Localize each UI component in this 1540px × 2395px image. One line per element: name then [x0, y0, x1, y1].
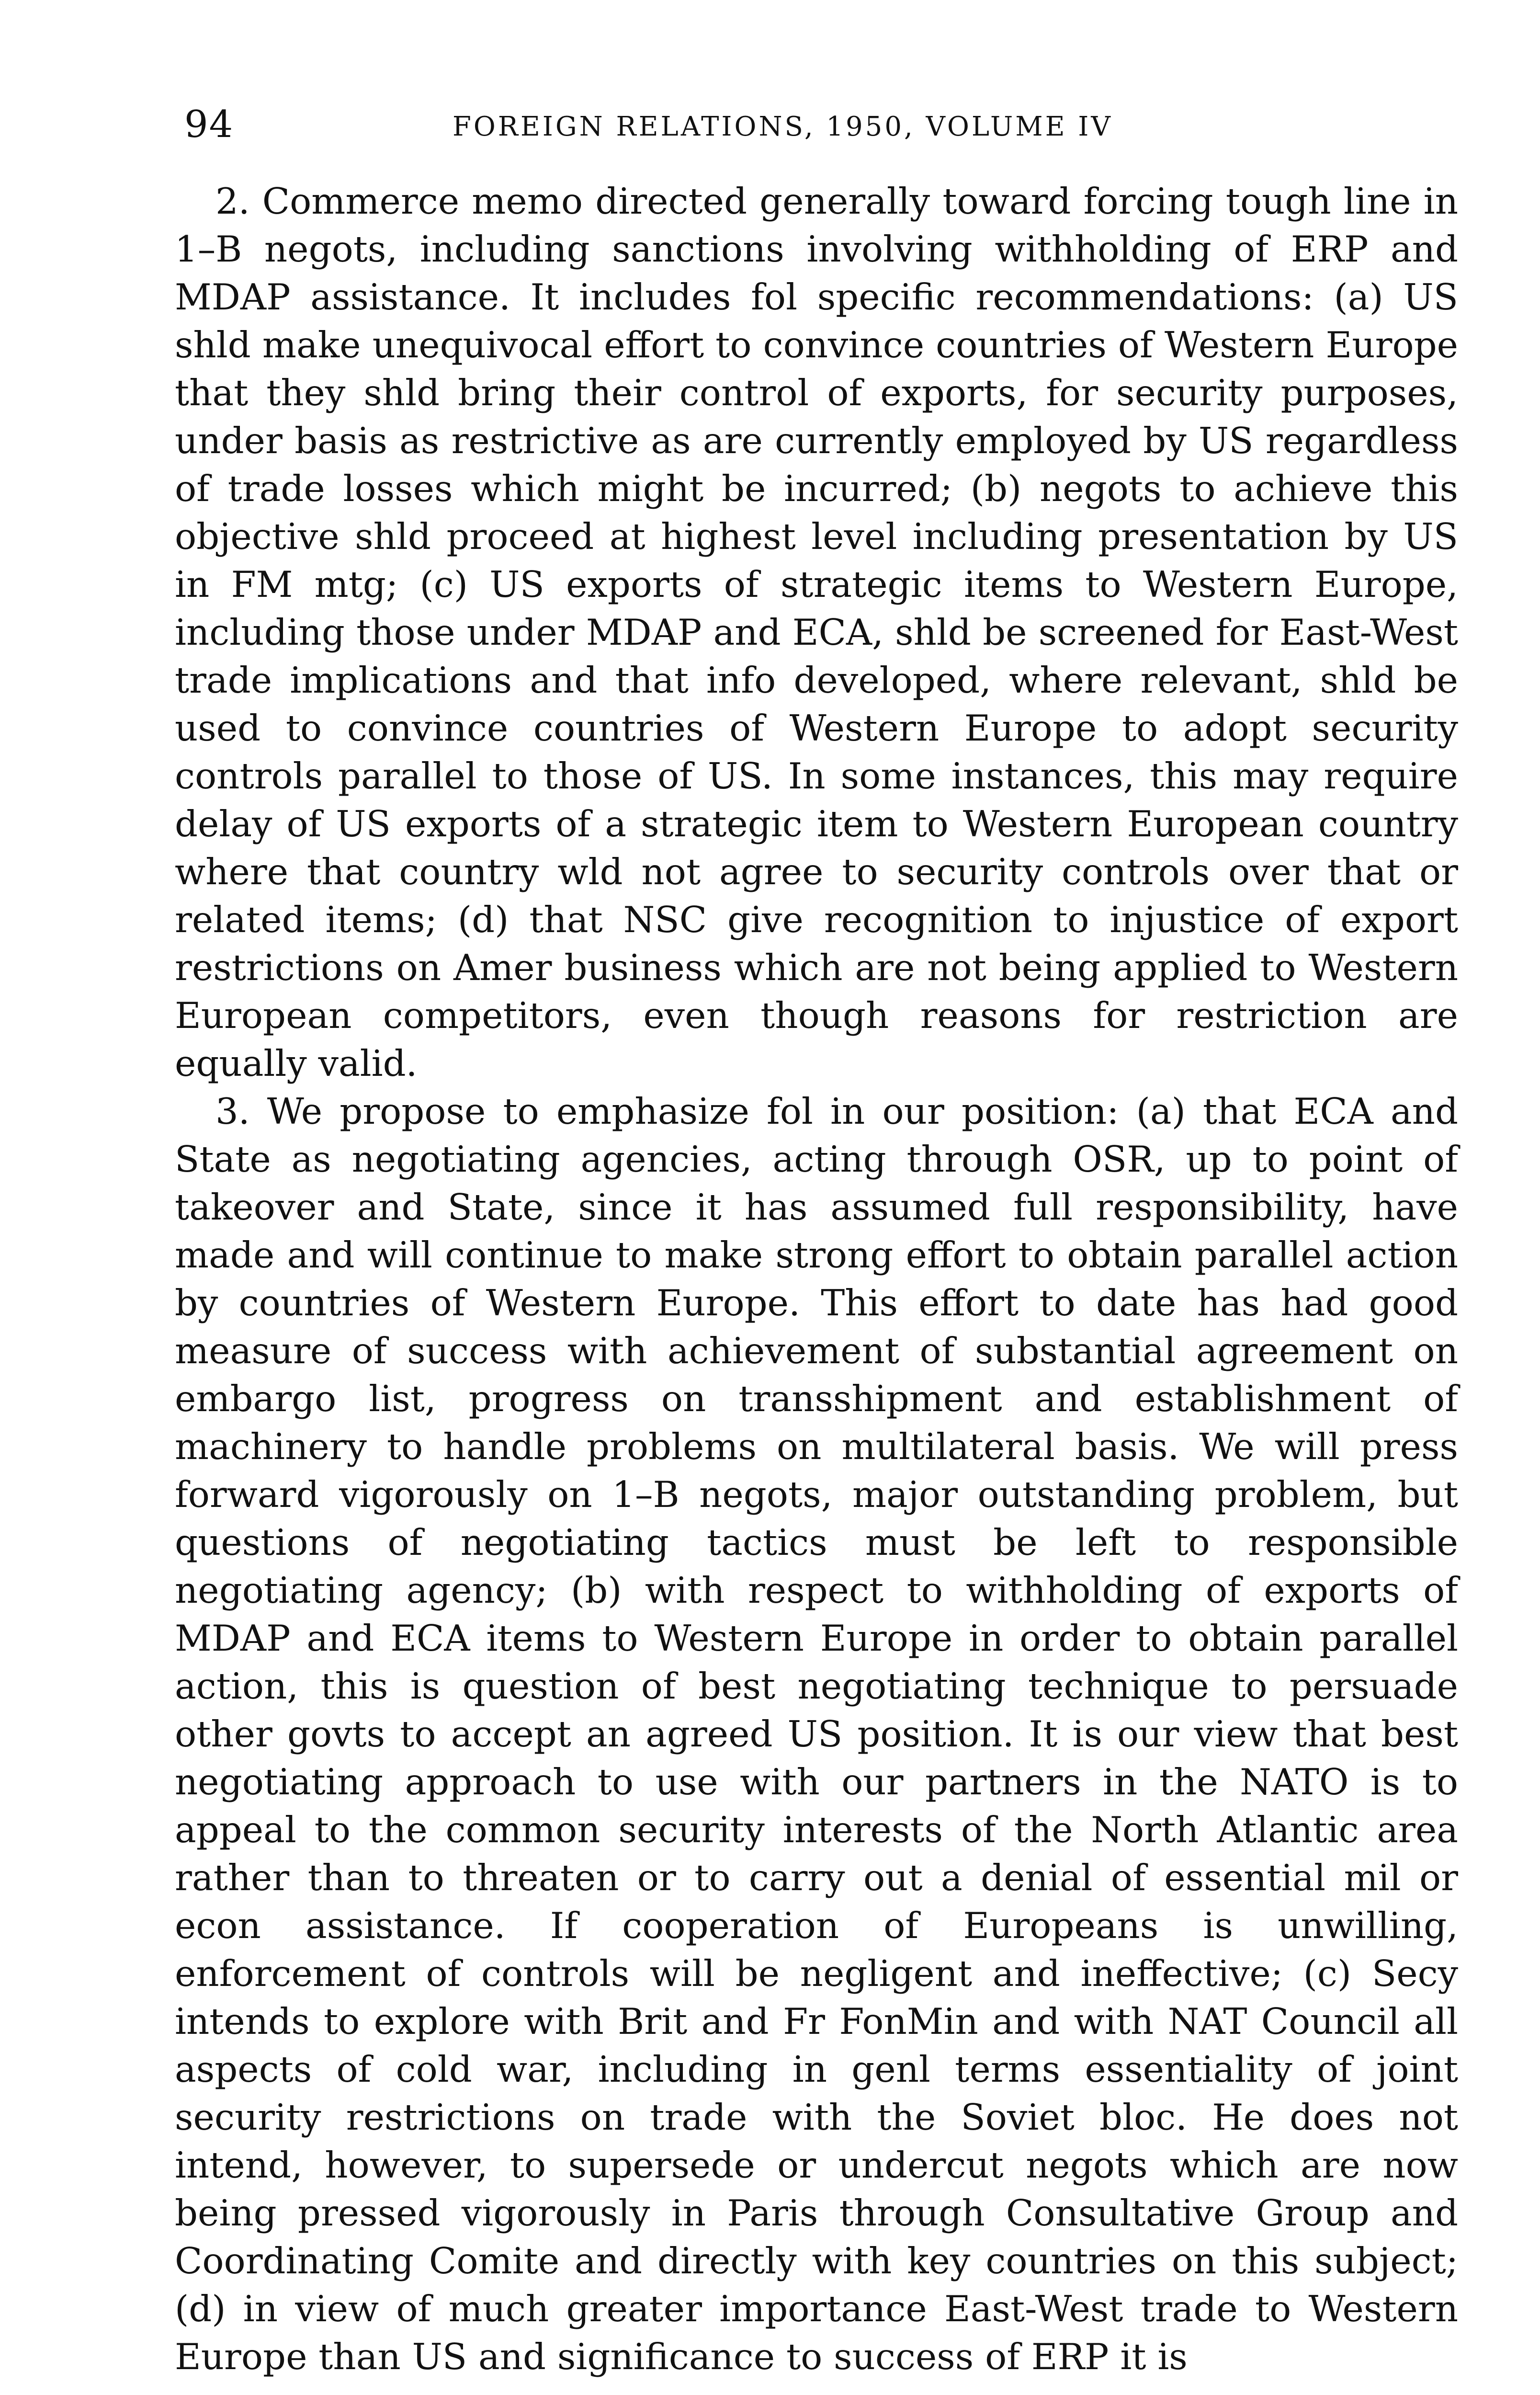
page-number: 94 [184, 103, 234, 146]
paragraph-3: 3. We propose to emphasize fol in our position: (a) that ECA and State as negotiating agencies, acting through OSR, up to point of takeover and State, since it has assumed full responsibility, have made and will continue to make strong effort to obtain parallel action by countries of Western Europe. This effort to date has had good measure of success with achievement of substantial agreement on embargo list, progress on transshipment and establishment of machinery to handle problems on multilateral basis. We will press forward vigorously on 1–B negots, major outstanding problem, but questions of negotiating tactics must be left to responsible negotiating agency; (b) with respect to withholding of exports of MDAP and ECA items to Western Europe in order to obtain parallel action, this is question of best negotiating technique to persuade other govts to accept an agreed US position. It is our view that best negotiating approach to use with our partners in the NATO is to appeal to the common security interests of the North Atlantic area rather than to threaten or to carry out a denial of essential mil or econ assistance. If cooperation of Europeans is unwilling, enforcement of controls will be negligent and ineffective; (c) Secy intends to explore with Brit and Fr FonMin and with NAT Council all aspects of cold war, including in genl terms essentiality of joint security restrictions on trade with the Soviet bloc. He does not intend, however, to supersede or undercut negots which are now being pressed vigorously in Paris through Consultative Group and Coordinating Comite and directly with key countries on this subject; (d) in view of much greater importance East-West trade to Western Europe than US and significance to success of ERP it is [175, 1090, 1458, 2378]
paragraph-2: 2. Commerce memo directed generally toward forcing tough line in 1–B negots, including sanctions involving withholding of ERP and MDAP assistance. It includes fol specific recommendations: (a) US shld make unequivocal effort to convince countries of Western Europe that they shld bring their control of exports, for security purposes, under basis as restrictive as are currently employed by US regardless of trade losses which might be incurred; (b) negots to achieve this objective shld proceed at highest level including presentation by US in FM mtg; (c) US exports of strategic items to Western Europe, including those under MDAP and ECA, shld be screened for East-West trade implications and that info developed, where relevant, shld be used to convince countries of Western Europe to adopt security controls parallel to those of US. In some instances, this may require delay of US exports of a strategic item to Western European country where that country wld not agree to security controls over that or related items; (d) that NSC give recognition to injustice of export restrictions on Amer business which are not being applied to Western European competitors, even though reasons for restriction are equally valid. [175, 180, 1458, 1084]
running-head: FOREIGN RELATIONS, 1950, VOLUME IV [453, 111, 1113, 142]
document-body [175, 177, 1458, 2381]
page-header [184, 98, 1458, 151]
